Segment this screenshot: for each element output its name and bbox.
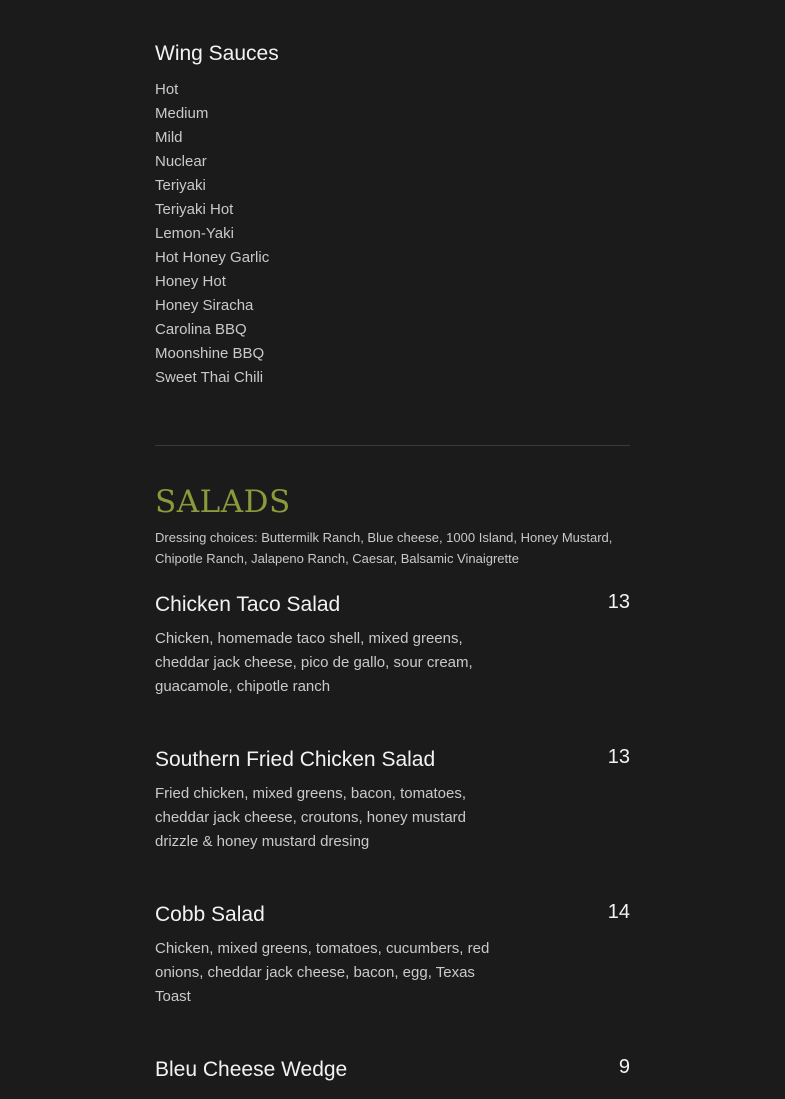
menu-item-name: Bleu Cheese Wedge	[155, 1058, 348, 1081]
wing-sauce-item: Medium	[155, 105, 209, 122]
salads-heading: SALADS	[155, 484, 291, 520]
menu-item-description: Chicken, mixed greens, tomatoes, cucumbers, red onions, cheddar jack cheese, bacon, egg, Texas Toast	[155, 940, 490, 1005]
menu-item-name: Cobb Salad	[155, 903, 265, 926]
section-divider	[155, 445, 630, 446]
menu-item-price: 9	[618, 1056, 630, 1078]
wing-sauce-item: Honey Hot	[155, 273, 226, 290]
wing-sauce-item: Hot Honey Garlic	[155, 249, 270, 266]
menu-item-price: 13	[607, 746, 630, 768]
wing-sauce-item: Hot	[155, 81, 179, 98]
wing-sauce-item: Nuclear	[155, 153, 207, 170]
menu-item-description: Chicken, homemade taco shell, mixed greens, cheddar jack cheese, pico de gallo, sour cream, guacamole, chipotle ranch	[155, 630, 473, 695]
wing-sauce-item: Honey Siracha	[155, 297, 254, 314]
wing-sauce-item: Moonshine BBQ	[155, 345, 265, 362]
wing-sauce-item: Teriyaki	[155, 177, 206, 194]
wing-sauces-list	[155, 78, 269, 390]
menu-item-description: Fried chicken, mixed greens, bacon, tomatoes, cheddar jack cheese, croutons, honey mustard drizzle & honey mustard dresing	[155, 785, 467, 850]
wing-sauce-item: Carolina BBQ	[155, 321, 247, 338]
wing-sauce-item: Lemon-Yaki	[155, 225, 234, 242]
wing-sauce-item: Mild	[155, 129, 183, 146]
menu-item-name: Southern Fried Chicken Salad	[155, 748, 436, 771]
menu-item-price: 14	[607, 901, 630, 923]
wing-sauces-heading: Wing Sauces	[155, 42, 279, 65]
menu-item-name: Chicken Taco Salad	[155, 593, 341, 616]
wing-sauce-item: Sweet Thai Chili	[155, 369, 264, 386]
wing-sauce-item: Teriyaki Hot	[155, 201, 234, 218]
menu-item-price: 13	[607, 591, 630, 613]
dressing-choices-note: Dressing choices: Buttermilk Ranch, Blue cheese, 1000 Island, Honey Mustard, Chipotle Ranch, Jalapeno Ranch, Caesar, Balsamic Vinaigrette	[155, 530, 613, 566]
